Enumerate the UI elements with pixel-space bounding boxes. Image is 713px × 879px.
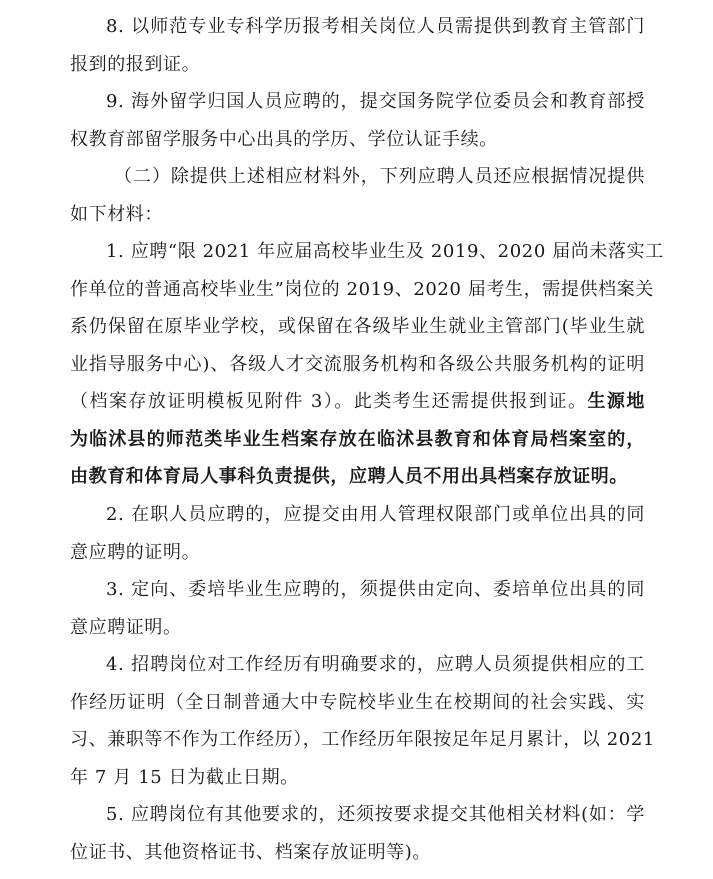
text-line: 3. 定向、委培毕业生应聘的，须提供由定向、委培单位出具的同	[106, 579, 645, 600]
item-9-paragraph	[70, 83, 645, 158]
text-line: 2. 在职人员应聘的，应提交由用人管理权限部门或单位出具的同	[106, 504, 645, 525]
sub-item-5-paragraph	[70, 796, 645, 871]
text-line: 1. 应聘“限 2021 年应届高校毕业生及 2019、2020 届尚未落实工	[106, 241, 664, 262]
bold-text-line: 由教育和体育局人事科负责提供，应聘人员不用出具档案存放证明。	[70, 466, 628, 487]
bold-text-line: 为临沭县的师范类毕业生档案存放在临沭县教育和体育局档案室的，	[70, 428, 645, 450]
text-line: 9. 海外留学归国人员应聘的，提交国务院学位委员会和教育部授	[106, 91, 645, 112]
text-line: 如下材料：	[70, 203, 163, 225]
text-line: 报到的报到证。	[70, 53, 201, 75]
text-line: 位证书、其他资格证书、档案存放证明等)。	[70, 841, 432, 863]
sub-item-1-paragraph	[70, 233, 664, 496]
section-2-paragraph	[70, 158, 645, 233]
bold-text: 生源地	[587, 391, 645, 412]
text-line: （二）除提供上述相应材料外，下列应聘人员还应根据情况提供	[114, 166, 645, 187]
text-line: 作经历证明（全日制普通大中专院校毕业生在校期间的社会实践、实	[70, 691, 645, 713]
sub-item-4-paragraph	[70, 646, 655, 796]
text-line: 5. 应聘岗位有其他要求的，还须按要求提交其他相关材料(如：学	[106, 804, 645, 825]
item-8-paragraph	[70, 8, 645, 83]
text-line: 业指导服务中心)、各级人才交流服务机构和各级公共服务机构的证明	[70, 353, 645, 375]
text-line	[70, 383, 645, 421]
sub-item-2-paragraph	[70, 496, 645, 571]
text-line: 8. 以师范专业专科学历报考相关岗位人员需提供到教育主管部门	[106, 16, 645, 37]
text-line: 意应聘证明。	[70, 616, 182, 638]
text-line: 习、兼职等不作为工作经历），工作经历年限按足年足月累计，以 2021	[70, 729, 655, 750]
text-line: 意应聘的证明。	[70, 541, 201, 563]
sub-item-3-paragraph	[70, 571, 645, 646]
text-segment: （档案存放证明模板见附件 3）。此类考生还需提供报到证。	[70, 391, 588, 412]
text-line: 年 7 月 15 日为截止日期。	[70, 766, 299, 788]
text-line: 4. 招聘岗位对工作经历有明确要求的，应聘人员须提供相应的工	[106, 654, 645, 675]
text-line: 作单位的普通高校毕业生”岗位的 2019、2020 届考生，需提供档案关	[70, 278, 654, 300]
text-line: 权教育部留学服务中心出具的学历、学位认证手续。	[70, 128, 498, 150]
text-line: 系仍保留在原毕业学校，或保留在各级毕业生就业主管部门(毕业生就	[70, 316, 645, 337]
